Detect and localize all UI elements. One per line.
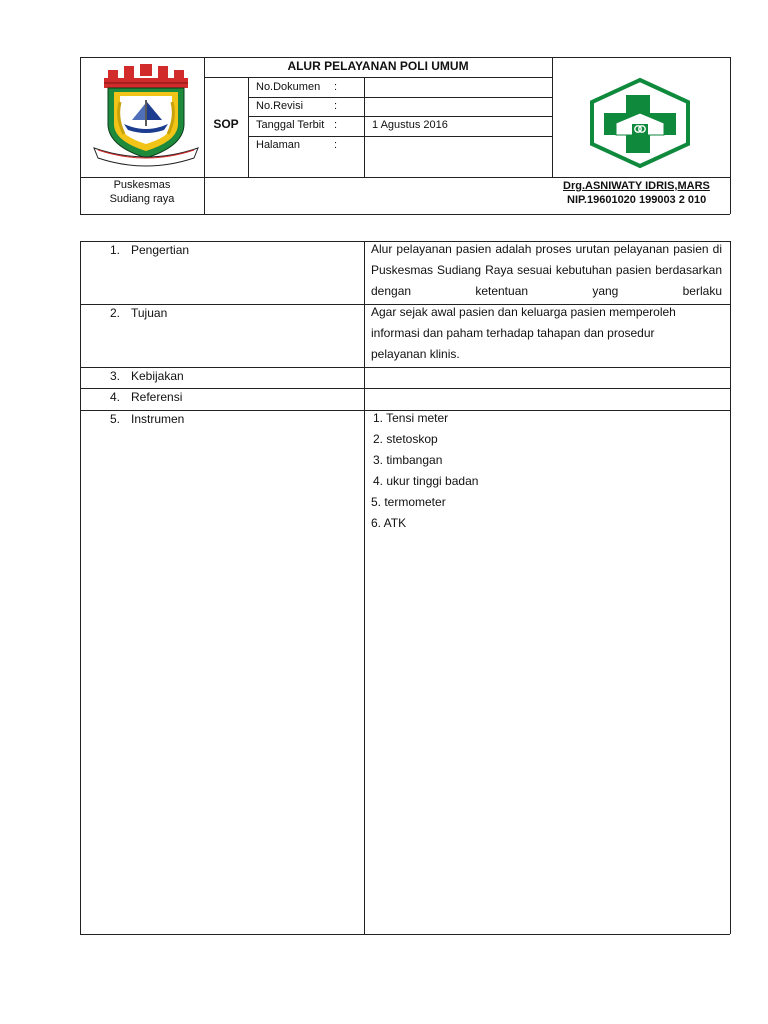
row-number: 4. [109, 390, 120, 404]
sop-label: SOP [213, 117, 239, 131]
header-col-sep-value [364, 77, 365, 177]
header-col-sep-2 [552, 57, 553, 177]
list-item: 1. Tensi meter [373, 411, 449, 425]
tower-icon [104, 64, 188, 88]
content-col-sep [364, 241, 365, 934]
row-number: 2. [109, 306, 120, 320]
puskesmas-logo [584, 77, 696, 169]
row-sep-3 [80, 388, 730, 389]
header-border-top [80, 57, 730, 58]
signatory-nip: NIP.19601020 199003 2 010 [567, 194, 707, 206]
document-title: ALUR PELAYANAN POLI UMUM [287, 59, 469, 73]
meta-label-halaman: Halaman [256, 139, 301, 151]
content-border-left [80, 241, 81, 934]
meta-sep-no-revisi: : [334, 100, 338, 112]
meta-label-no-revisi: No.Revisi [256, 100, 304, 112]
row-label-pengertian: Pengertian [131, 243, 190, 257]
meta-label-no-dokumen: No.Dokumen [256, 81, 321, 93]
meta-sep-halaman: : [334, 139, 338, 151]
institution-name: Puskesmas [113, 179, 171, 191]
row-number: 1. [109, 243, 120, 257]
row-content-tujuan: Agar sejak awal pasien dan keluarga pasien memperoleh informasi dan paham terhadap tahapan dan prosedur pelayanan klinis. [371, 305, 676, 361]
row-sep-2 [80, 367, 730, 368]
list-item: 6. ATK [371, 516, 407, 530]
header-border-right [730, 57, 731, 214]
signatory-name: Drg.ASNIWATY IDRIS,MARS [563, 180, 710, 192]
header-col-sep-sop [248, 77, 249, 177]
row-label-instrumen: Instrumen [131, 412, 185, 426]
header-border-bottom [80, 214, 730, 215]
meta-label-tanggal-terbit: Tanggal Terbit [256, 119, 325, 131]
list-item: 4. ukur tinggi badan [373, 474, 479, 488]
meta-value-tanggal-terbit: 1 Agustus 2016 [372, 119, 448, 131]
list-item: 2. stetoskop [373, 432, 438, 446]
instrument-list [371, 408, 478, 534]
header-title-sep [204, 77, 552, 78]
row-label-kebijakan: Kebijakan [131, 369, 184, 383]
content-border-right [730, 241, 731, 934]
row-content-pengertian: Alur pelayanan pasien adalah proses urutan pelayanan pasien di Puskesmas Sudiang Raya sesuai kebutuhan pasien berdasarkan dengan ketentuan yang berlaku [371, 242, 722, 298]
row-number: 5. [109, 412, 120, 426]
header-col-sep-1 [204, 57, 205, 214]
row-label-referensi: Referensi [131, 390, 183, 404]
header-meta-sep-1 [248, 97, 552, 98]
regional-coat-of-arms-logo [90, 62, 202, 172]
list-item: 5. termometer [371, 495, 446, 509]
row-label-tujuan: Tujuan [131, 306, 168, 320]
list-item: 3. timbangan [373, 453, 443, 467]
header-meta-sep-2 [248, 116, 552, 117]
row-number: 3. [109, 369, 120, 383]
institution-location: Sudiang raya [109, 193, 175, 205]
meta-sep-no-dokumen: : [334, 81, 338, 93]
header-meta-sep-3 [248, 136, 552, 137]
meta-sep-tanggal-terbit: : [334, 119, 338, 131]
content-border-bottom [80, 934, 730, 935]
